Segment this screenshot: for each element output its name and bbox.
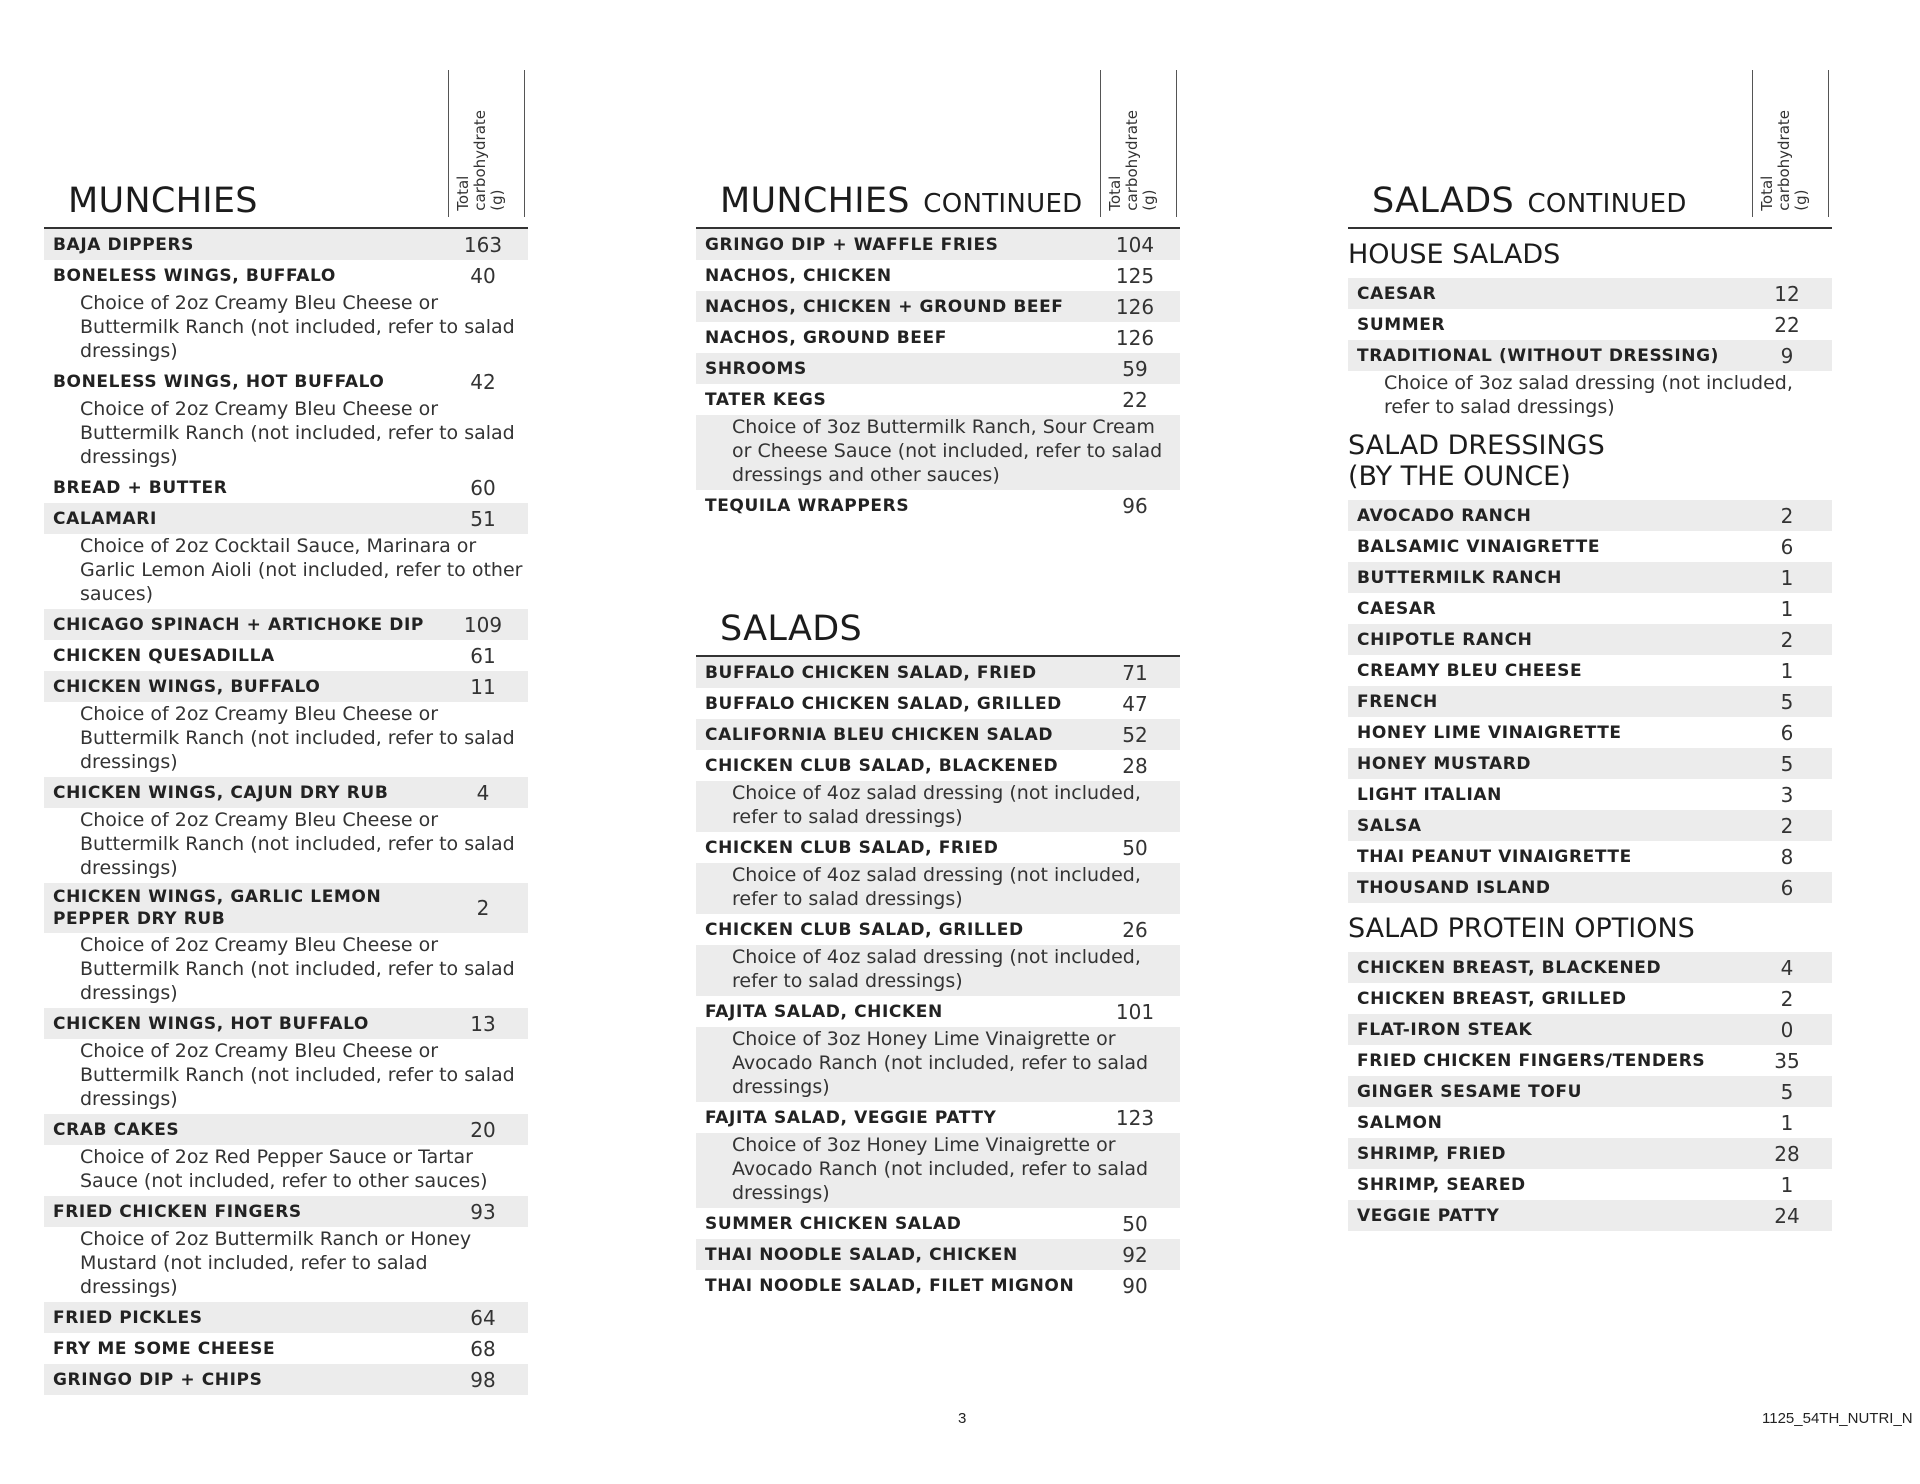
item-name: CHICKEN CLUB SALAD, FRIED (705, 837, 999, 858)
carb-column-header (448, 70, 525, 217)
item-name: CHICKEN WINGS, HOT BUFFALO (53, 1013, 369, 1034)
carb-value: 1 (1780, 1110, 1794, 1135)
carb-column-label: Total carbohydrate (g) (1758, 110, 1810, 211)
menu-item-row (696, 1270, 1180, 1301)
item-name: BONELESS WINGS, BUFFALO (53, 265, 336, 286)
item-name: SHRIMP, FRIED (1357, 1143, 1507, 1164)
menu-item-row (696, 719, 1180, 750)
section-title: SALADS CONTINUED (1372, 181, 1687, 221)
menu-list (696, 229, 1180, 521)
item-name: CREAMY BLEU CHEESE (1357, 660, 1583, 681)
item-note: Choice of 2oz Creamy Bleu Cheese or Buttermilk Ranch (not included, refer to salad dressings) (80, 809, 515, 879)
page-number: 3 (958, 1410, 967, 1427)
carb-value: 163 (463, 232, 503, 257)
item-note: Choice of 2oz Creamy Bleu Cheese or Buttermilk Ranch (not included, refer to salad dressings) (80, 398, 515, 468)
item-name: CHICKEN BREAST, GRILLED (1357, 988, 1627, 1009)
menu-item-row (1348, 593, 1832, 624)
item-note: Choice of 3oz Honey Lime Vinaigrette or Avocado Ranch (not included, refer to salad dressings) (696, 1027, 1180, 1102)
menu-list (1348, 952, 1832, 1231)
carb-value: 0 (1780, 1017, 1794, 1042)
item-name: FRIED CHICKEN FINGERS (53, 1201, 302, 1222)
section-title: MUNCHIES CONTINUED (720, 181, 1083, 221)
menu-item-row (1348, 655, 1832, 686)
menu-list (1348, 278, 1832, 422)
menu-item-row (696, 914, 1180, 945)
item-note: Choice of 4oz salad dressing (not included, refer to salad dressings) (696, 945, 1180, 996)
carb-column-label: Total carbohydrate (g) (1106, 110, 1158, 211)
carb-value: 35 (1774, 1048, 1800, 1073)
carb-value: 1 (1780, 596, 1794, 621)
item-name: THAI NOODLE SALAD, CHICKEN (705, 1244, 1018, 1265)
carb-value: 92 (1122, 1242, 1148, 1267)
carb-value: 90 (1122, 1273, 1148, 1298)
item-name: SALMON (1357, 1112, 1443, 1133)
menu-item-row (1348, 531, 1832, 562)
item-name: FAJITA SALAD, CHICKEN (705, 1001, 943, 1022)
menu-list (696, 657, 1180, 1301)
section-header (44, 70, 528, 229)
carb-value: 40 (470, 263, 496, 288)
item-note: Choice of 2oz Creamy Bleu Cheese or Buttermilk Ranch (not included, refer to salad dressings) (80, 292, 515, 362)
item-note: Choice of 3oz Honey Lime Vinaigrette or Avocado Ranch (not included, refer to salad dressings) (696, 1133, 1180, 1208)
item-name: HONEY LIME VINAIGRETTE (1357, 722, 1622, 743)
carb-value: 123 (1115, 1105, 1155, 1130)
carb-value: 101 (1115, 999, 1155, 1024)
item-name: NACHOS, GROUND BEEF (705, 327, 947, 348)
carb-value: 5 (1780, 1079, 1794, 1104)
item-name: THAI NOODLE SALAD, FILET MIGNON (705, 1275, 1075, 1296)
carb-column-header (1100, 70, 1177, 217)
item-note: Choice of 2oz Buttermilk Ranch or Honey Mustard (not included, refer to salad dressings) (80, 1228, 472, 1298)
protein-heading: SALAD PROTEIN OPTIONS (1348, 913, 1695, 944)
carb-value: 4 (1780, 955, 1794, 980)
item-name: BAJA DIPPERS (53, 234, 195, 255)
item-name: SUMMER CHICKEN SALAD (705, 1213, 962, 1234)
carb-value: 93 (470, 1199, 496, 1224)
item-name: CHICKEN WINGS, CAJUN DRY RUB (53, 782, 389, 803)
menu-item-row (44, 883, 528, 933)
item-name: FAJITA SALAD, VEGGIE PATTY (705, 1107, 997, 1128)
menu-item-row (44, 609, 528, 640)
section-header (1348, 70, 1832, 229)
menu-item-row (1348, 983, 1832, 1014)
menu-item-row (44, 640, 528, 671)
item-name: SUMMER (1357, 314, 1446, 335)
item-name: GINGER SESAME TOFU (1357, 1081, 1583, 1102)
menu-item-row (696, 490, 1180, 521)
carb-value: 24 (1774, 1203, 1800, 1228)
menu-item-row (696, 1208, 1180, 1239)
carb-value: 12 (1774, 281, 1800, 306)
item-name: CHICKEN CLUB SALAD, BLACKENED (705, 755, 1059, 776)
menu-item-row (1348, 1200, 1832, 1231)
item-name: CAESAR (1357, 283, 1437, 304)
menu-item-row (1348, 952, 1832, 983)
item-name: THOUSAND ISLAND (1357, 877, 1551, 898)
item-name: NACHOS, CHICKEN (705, 265, 892, 286)
menu-item-row (1348, 779, 1832, 810)
menu-item-row (1348, 1076, 1832, 1107)
item-name: HONEY MUSTARD (1357, 753, 1532, 774)
salads-continued-column (1348, 70, 1832, 1231)
menu-item-row (1348, 1045, 1832, 1076)
item-note: Choice of 3oz Buttermilk Ranch, Sour Cream or Cheese Sauce (not included, refer to salad dressings and other sauces) (696, 415, 1180, 490)
carb-value: 6 (1780, 875, 1794, 900)
menu-item-row (696, 384, 1180, 415)
carb-value: 28 (1774, 1141, 1800, 1166)
menu-item-row (696, 996, 1180, 1027)
carb-value: 26 (1122, 917, 1148, 942)
carb-value: 2 (1780, 813, 1794, 838)
section-header (696, 70, 1180, 229)
carb-value: 64 (470, 1305, 496, 1330)
item-name: NACHOS, CHICKEN + GROUND BEEF (705, 296, 1064, 317)
carb-value: 50 (1122, 835, 1148, 860)
carb-value: 60 (470, 475, 496, 500)
menu-item-row (44, 777, 528, 808)
menu-item-row (1348, 872, 1832, 903)
menu-item-row (1348, 278, 1832, 309)
section-title: SALADS (720, 609, 863, 649)
munchies-column (44, 70, 528, 1395)
carb-value: 6 (1780, 534, 1794, 559)
item-note: Choice of 2oz Creamy Bleu Cheese or Buttermilk Ranch (not included, refer to salad dressings) (80, 934, 515, 1004)
menu-item-row (1348, 686, 1832, 717)
menu-item-row (1348, 717, 1832, 748)
item-name: BREAD + BUTTER (53, 477, 228, 498)
item-name: GRINGO DIP + CHIPS (53, 1369, 263, 1390)
carb-value: 3 (1780, 782, 1794, 807)
item-name: CHICKEN BREAST, BLACKENED (1357, 957, 1662, 978)
item-name: BONELESS WINGS, HOT BUFFALO (53, 371, 385, 392)
menu-item-row (1348, 1107, 1832, 1138)
item-name: CHICKEN WINGS, GARLIC LEMON PEPPER DRY RUB (53, 887, 382, 929)
carb-value: 68 (470, 1336, 496, 1361)
menu-item-row (696, 260, 1180, 291)
menu-item-row (696, 291, 1180, 322)
menu-item-row (696, 750, 1180, 781)
item-name: THAI PEANUT VINAIGRETTE (1357, 846, 1632, 867)
item-name: BUFFALO CHICKEN SALAD, GRILLED (705, 693, 1062, 714)
menu-item-row (44, 503, 528, 534)
menu-item-row (44, 472, 528, 503)
menu-item-row (44, 1302, 528, 1333)
carb-value: 2 (476, 896, 490, 920)
carb-value: 1 (1780, 658, 1794, 683)
carb-value: 109 (463, 612, 503, 637)
menu-item-row (44, 1114, 528, 1145)
item-name: AVOCADO RANCH (1357, 505, 1532, 526)
item-name: CALAMARI (53, 508, 157, 529)
carb-value: 1 (1780, 565, 1794, 590)
item-name: BALSAMIC VINAIGRETTE (1357, 536, 1601, 557)
item-name: FLAT-IRON STEAK (1357, 1019, 1533, 1040)
item-name: CHICKEN QUESADILLA (53, 645, 275, 666)
carb-value: 126 (1115, 325, 1155, 350)
menu-item-row (1348, 1138, 1832, 1169)
item-name: CAESAR (1357, 598, 1437, 619)
menu-item-row (1348, 624, 1832, 655)
menu-item-row (1348, 748, 1832, 779)
carb-column-header (1752, 70, 1829, 217)
section-title: MUNCHIES (68, 181, 258, 221)
item-name: BUFFALO CHICKEN SALAD, FRIED (705, 662, 1037, 683)
carb-value: 9 (1780, 343, 1794, 368)
carb-value: 2 (1780, 986, 1794, 1011)
menu-item-row (696, 832, 1180, 863)
item-name: FRIED CHICKEN FINGERS/TENDERS (1357, 1050, 1706, 1071)
menu-item-row (44, 1364, 528, 1395)
menu-item-row (44, 229, 528, 260)
item-name: TATER KEGS (705, 389, 827, 410)
carb-value: 6 (1780, 720, 1794, 745)
item-name: SHRIMP, SEARED (1357, 1174, 1526, 1195)
munchies-continued-column (696, 70, 1180, 1301)
menu-item-row (1348, 1169, 1832, 1200)
item-name: CHICKEN WINGS, BUFFALO (53, 676, 321, 697)
menu-item-row (696, 1102, 1180, 1133)
item-note: Choice of 2oz Creamy Bleu Cheese or Buttermilk Ranch (not included, refer to salad dressings) (80, 703, 515, 773)
carb-value: 52 (1122, 722, 1148, 747)
carb-value: 71 (1122, 660, 1148, 685)
carb-value: 42 (470, 369, 496, 394)
item-name: BUTTERMILK RANCH (1357, 567, 1562, 588)
menu-item-row (44, 366, 528, 397)
menu-item-row (696, 322, 1180, 353)
item-name: VEGGIE PATTY (1357, 1205, 1500, 1226)
item-name: FRENCH (1357, 691, 1438, 712)
menu-item-row (1348, 500, 1832, 531)
item-name: GRINGO DIP + WAFFLE FRIES (705, 234, 999, 255)
item-name: CHICKEN CLUB SALAD, GRILLED (705, 919, 1024, 940)
menu-item-row (1348, 841, 1832, 872)
carb-column-label: Total carbohydrate (g) (454, 110, 506, 211)
carb-value: 11 (470, 674, 496, 699)
menu-item-row (44, 1008, 528, 1039)
carb-value: 4 (476, 780, 490, 805)
item-name: CHIPOTLE RANCH (1357, 629, 1533, 650)
menu-item-row (1348, 309, 1832, 340)
item-note: Choice of 2oz Creamy Bleu Cheese or Buttermilk Ranch (not included, refer to salad dressings) (80, 1040, 515, 1110)
carb-value: 96 (1122, 493, 1148, 518)
item-name: CRAB CAKES (53, 1119, 180, 1140)
menu-item-row (696, 688, 1180, 719)
carb-value: 8 (1780, 844, 1794, 869)
salads-header (696, 521, 1180, 657)
item-note: Choice of 4oz salad dressing (not included, refer to salad dressings) (696, 863, 1180, 914)
menu-item-row (696, 353, 1180, 384)
carb-value: 2 (1780, 503, 1794, 528)
carb-value: 126 (1115, 294, 1155, 319)
menu-item-row (696, 657, 1180, 688)
carb-value: 5 (1780, 751, 1794, 776)
menu-item-row (1348, 562, 1832, 593)
menu-item-row (1348, 340, 1832, 371)
carb-value: 125 (1115, 263, 1155, 288)
carb-value: 28 (1122, 753, 1148, 778)
carb-value: 2 (1780, 627, 1794, 652)
carb-value: 104 (1115, 232, 1155, 257)
item-name: FRY ME SOME CHEESE (53, 1338, 276, 1359)
carb-value: 13 (470, 1011, 496, 1036)
menu-item-row (44, 260, 528, 291)
carb-value: 50 (1122, 1211, 1148, 1236)
item-name: TRADITIONAL (WITHOUT DRESSING) (1357, 345, 1720, 366)
menu-item-row (44, 671, 528, 702)
item-name: CHICAGO SPINACH + ARTICHOKE DIP (53, 614, 424, 635)
item-note: Choice of 2oz Red Pepper Sauce or Tartar Sauce (not included, refer to other sauces) (80, 1146, 488, 1192)
menu-item-row (44, 1333, 528, 1364)
menu-item-row (696, 229, 1180, 260)
house-salads-heading: HOUSE SALADS (1348, 239, 1561, 270)
menu-list (44, 229, 528, 1395)
item-name: CALIFORNIA BLEU CHICKEN SALAD (705, 724, 1054, 745)
carb-value: 47 (1122, 691, 1148, 716)
item-name: SHROOMS (705, 358, 807, 379)
item-name: TEQUILA WRAPPERS (705, 495, 910, 516)
menu-item-row (696, 1239, 1180, 1270)
carb-value: 1 (1780, 1172, 1794, 1197)
item-note: Choice of 3oz salad dressing (not included, refer to salad dressings) (1384, 372, 1793, 418)
document-code: 1125_54TH_NUTRI_N (1762, 1410, 1913, 1427)
item-name: LIGHT ITALIAN (1357, 784, 1502, 805)
carb-value: 98 (470, 1367, 496, 1392)
menu-item-row (44, 1196, 528, 1227)
item-name: FRIED PICKLES (53, 1307, 203, 1328)
carb-value: 22 (1122, 387, 1148, 412)
carb-value: 5 (1780, 689, 1794, 714)
carb-value: 59 (1122, 356, 1148, 381)
carb-value: 61 (470, 643, 496, 668)
item-name: SALSA (1357, 815, 1422, 836)
dressings-heading: SALAD DRESSINGS (BY THE OUNCE) (1348, 430, 1605, 492)
menu-item-row (1348, 810, 1832, 841)
carb-value: 20 (470, 1117, 496, 1142)
menu-list (1348, 500, 1832, 903)
carb-value: 22 (1774, 312, 1800, 337)
menu-item-row (1348, 1014, 1832, 1045)
item-note: Choice of 4oz salad dressing (not included, refer to salad dressings) (696, 781, 1180, 832)
carb-value: 51 (470, 506, 496, 531)
item-note: Choice of 2oz Cocktail Sauce, Marinara or Garlic Lemon Aioli (not included, refer to other sauces) (80, 535, 523, 605)
